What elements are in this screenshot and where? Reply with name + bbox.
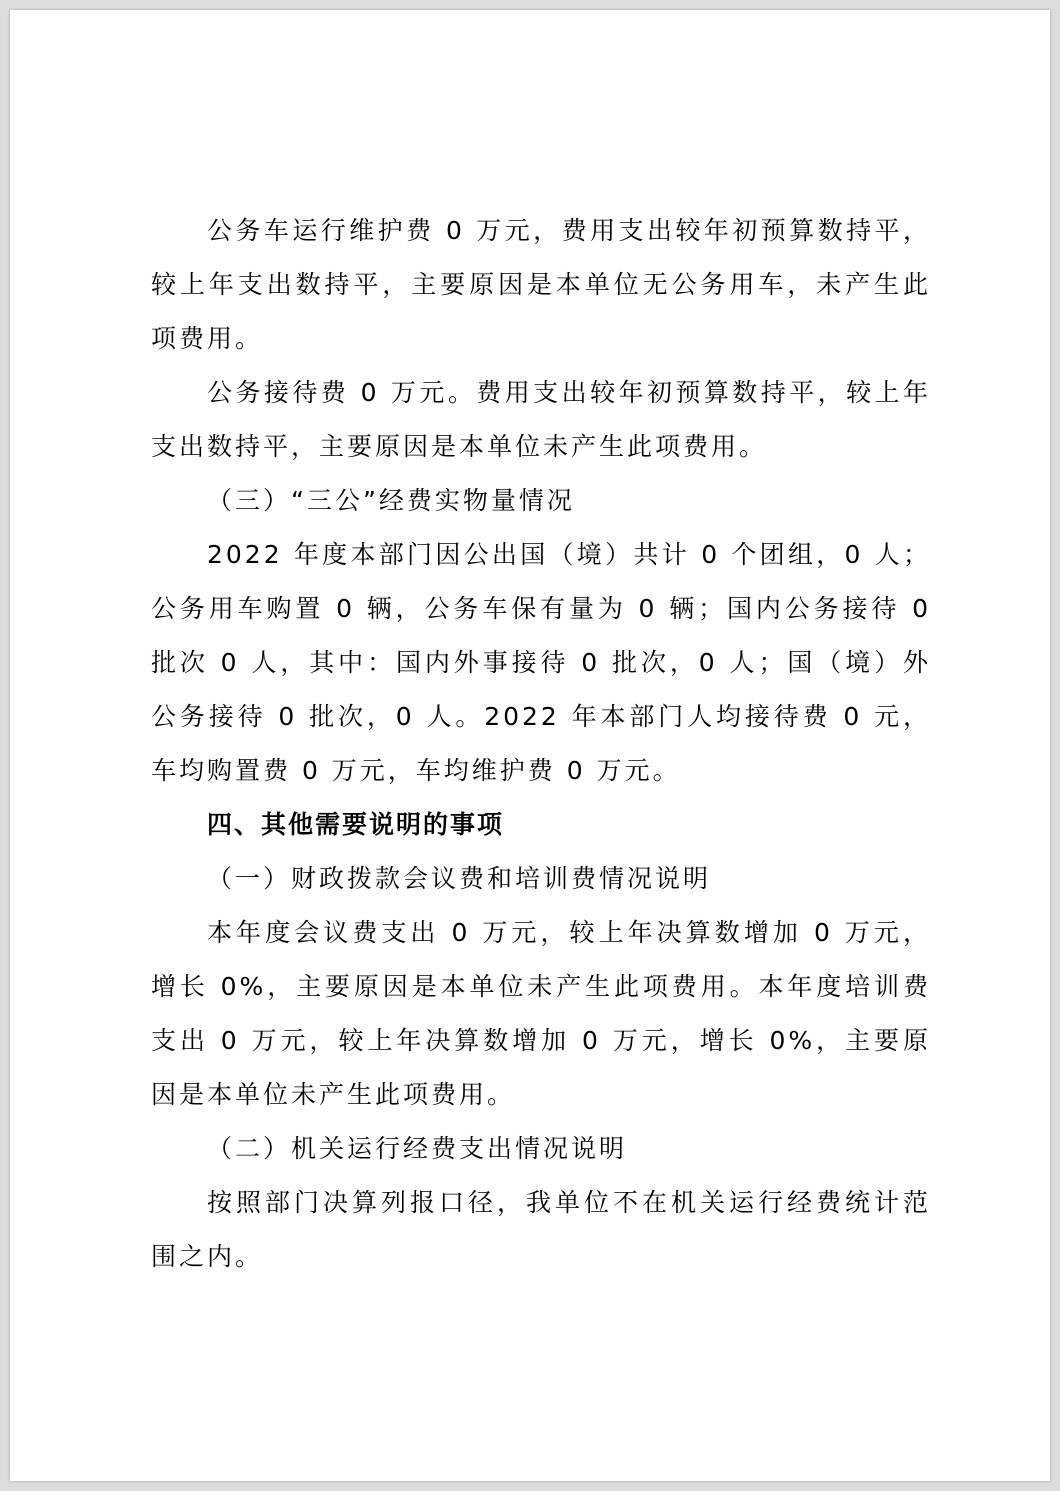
heading-other-matters: 四、其他需要说明的事项 bbox=[207, 810, 505, 839]
document-body bbox=[151, 204, 931, 1284]
subheading-operating-expense: （二）机关运行经费支出情况说明 bbox=[207, 1134, 628, 1163]
subheading-meeting-training: （一）财政拨款会议费和培训费情况说明 bbox=[207, 864, 712, 893]
paragraph-reception-fee: 公务接待费 0 万元。费用支出较年初预算数持平，较上年支出数持平，主要原因是本单位未产生此项费用。 bbox=[151, 378, 931, 461]
paragraph-operating-expense: 按照部门决算列报口径，我单位不在机关运行经费统计范围之内。 bbox=[151, 1188, 931, 1271]
paragraph-vehicle-maintenance: 公务车运行维护费 0 万元，费用支出较年初预算数持平，较上年支出数持平，主要原因是本单位无公务用车，未产生此项费用。 bbox=[151, 216, 931, 353]
subheading-physical-quantity: （三）“三公”经费实物量情况 bbox=[207, 486, 575, 515]
paragraph-meeting-training: 本年度会议费支出 0 万元，较上年决算数增加 0 万元，增长 0%，主要原因是本单位未产生此项费用。本年度培训费支出 0 万元，较上年决算数增加 0 万元，增长 0%，主要原因是本单位未产生此项费用。 bbox=[151, 918, 931, 1109]
paragraph-physical-quantity: 2022 年度本部门因公出国（境）共计 0 个团组，0 人；公务用车购置 0 辆，公务车保有量为 0 辆；国内公务接待 0 批次 0 人，其中：国内外事接待 0 批次，0 人；国（境）外公务接待 0 批次，0 人。2022 年本部门人均接待费 0 元，车均购置费 0 万元，车均维护费 0 万元。 bbox=[151, 540, 931, 785]
document-page bbox=[10, 10, 1050, 1481]
